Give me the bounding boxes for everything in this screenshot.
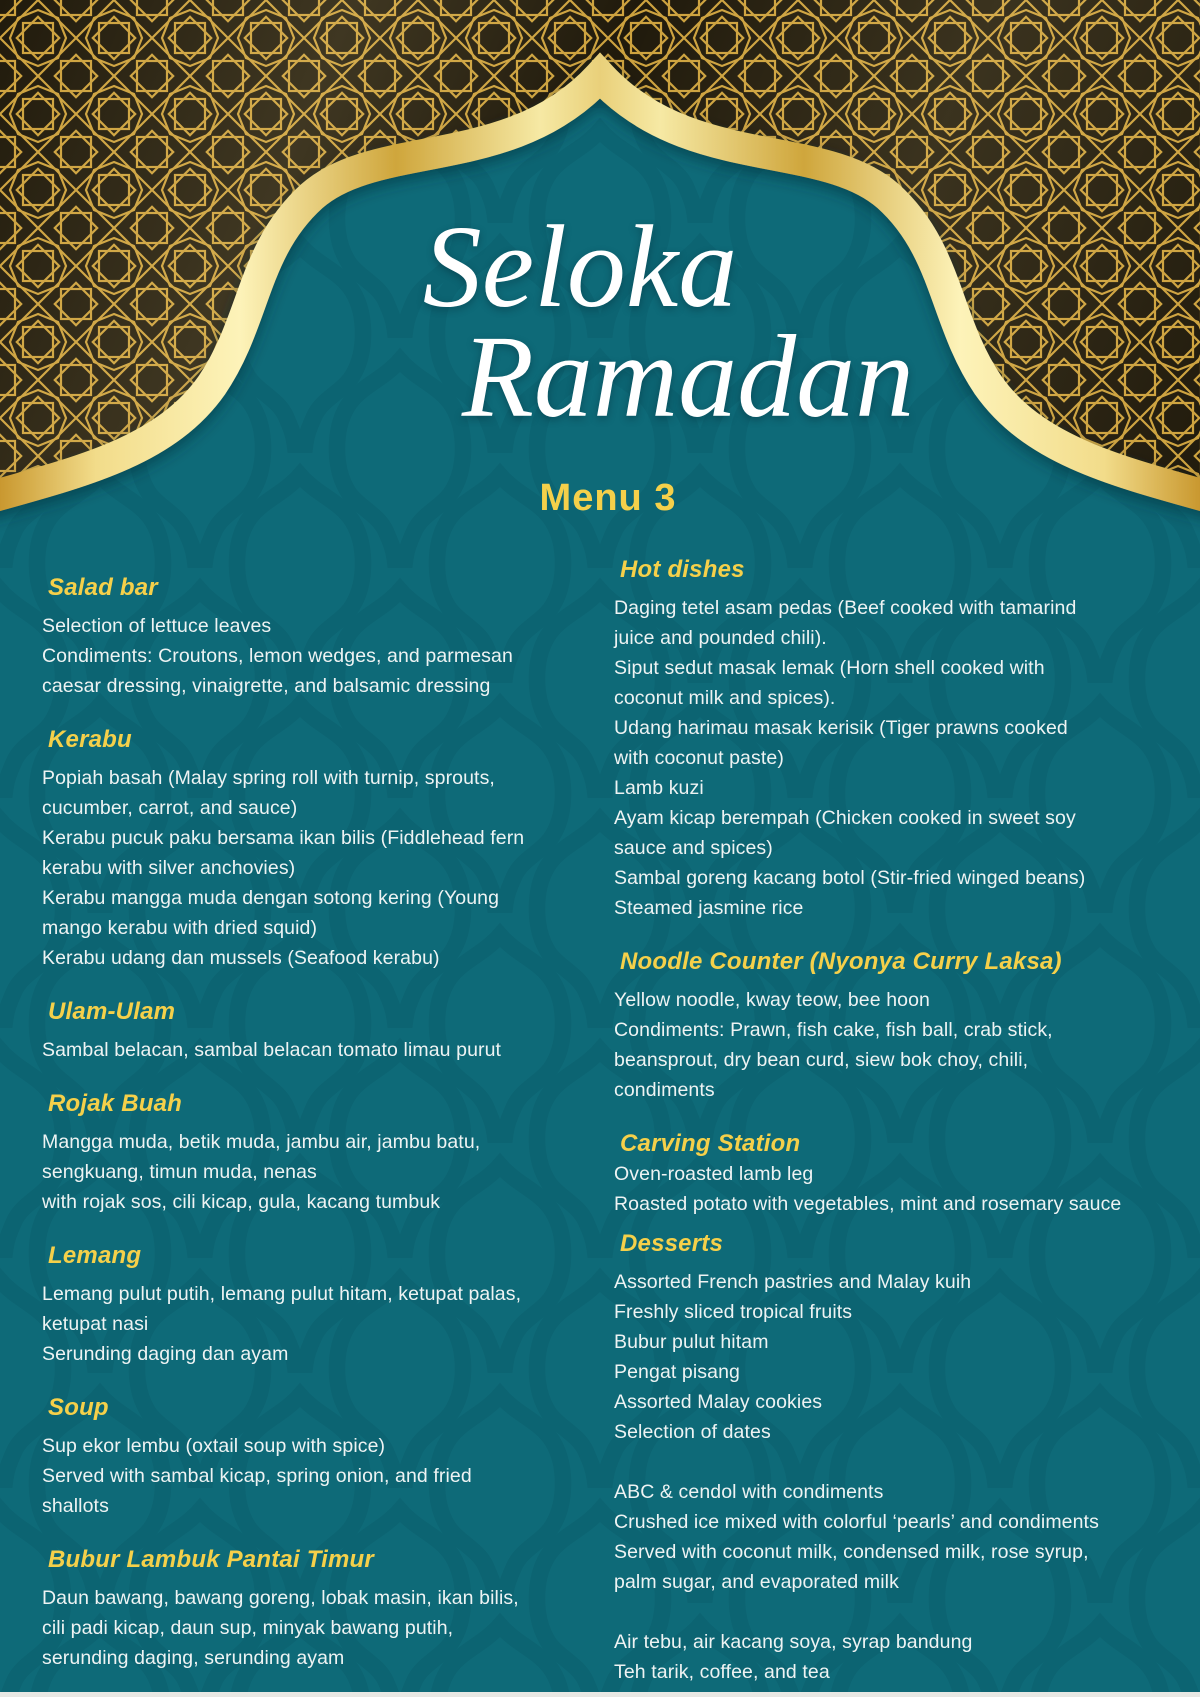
blank-line	[614, 1597, 1189, 1627]
menu-line: Steamed jasmine rice	[614, 897, 804, 919]
menu-section	[42, 1393, 602, 1521]
menu-section	[42, 573, 602, 701]
menu-number-label: Menu 3	[539, 477, 677, 519]
menu-line: Condiments: Prawn, fish cake, fish ball, crab stick,	[614, 1019, 1053, 1041]
menu-column-left	[42, 573, 602, 1697]
menu-line: Yellow noodle, kway teow, bee hoon	[614, 989, 930, 1011]
menu-line: Assorted Malay cookies	[614, 1391, 823, 1413]
menu-line: coconut milk and spices).	[614, 687, 836, 709]
menu-line: Served with sambal kicap, spring onion, and fried	[42, 1465, 472, 1487]
menu-line: Selection of dates	[614, 1421, 771, 1443]
menu-line: Lamb kuzi	[614, 777, 704, 799]
menu-line: Sambal goreng kacang botol (Stir-fried winged beans)	[614, 867, 1086, 889]
menu-line: beansprout, dry bean curd, siew bok choy, chili,	[614, 1049, 1029, 1071]
section-heading: Rojak Buah	[48, 1090, 183, 1117]
page-bottom-edge	[0, 1692, 1200, 1697]
section-heading: Desserts	[620, 1230, 724, 1257]
menu-line: ketupat nasi	[42, 1313, 149, 1335]
menu-line: Popiah basah (Malay spring roll with turnip, sprouts,	[42, 767, 495, 789]
menu-section	[614, 947, 1189, 1105]
section-heading: Hot dishes	[620, 556, 745, 583]
menu-line: Served with coconut milk, condensed milk, rose syrup,	[614, 1541, 1089, 1563]
section-heading: Lemang	[48, 1242, 142, 1269]
menu-line: Bubur pulut hitam	[614, 1331, 769, 1353]
menu-section	[42, 1241, 602, 1369]
menu-line: Daging tetel asam pedas (Beef cooked with tamarind	[614, 597, 1077, 619]
menu-line: with coconut paste)	[614, 747, 784, 769]
menu-section	[614, 1129, 1189, 1219]
menu-line: shallots	[42, 1495, 109, 1517]
menu-line: Serunding daging dan ayam	[42, 1343, 289, 1365]
section-heading: Bubur Lambuk Pantai Timur	[48, 1546, 374, 1573]
menu-line: ABC & cendol with condiments	[614, 1481, 884, 1503]
menu-line: Lemang pulut putih, lemang pulut hitam, ketupat palas,	[42, 1283, 522, 1305]
menu-section	[42, 725, 602, 973]
section-heading: Carving Station	[620, 1130, 801, 1157]
menu-section	[42, 1089, 602, 1217]
menu-line: Oven-roasted lamb leg	[614, 1163, 814, 1185]
menu-section	[614, 555, 1189, 923]
menu-line: cucumber, carrot, and sauce)	[42, 797, 298, 819]
blank-line	[614, 1447, 1189, 1477]
menu-line: Kerabu udang dan mussels (Seafood kerabu)	[42, 947, 440, 969]
menu-line: palm sugar, and evaporated milk	[614, 1571, 899, 1593]
section-heading: Salad bar	[48, 574, 158, 601]
menu-line: Teh tarik, coffee, and tea	[614, 1661, 830, 1683]
page-title-line1: Seloka	[422, 201, 738, 332]
menu-line: Selection of lettuce leaves	[42, 615, 272, 637]
menu-line: condiments	[614, 1079, 715, 1101]
menu-line: Condiments: Croutons, lemon wedges, and parmesan	[42, 645, 513, 667]
section-heading: Kerabu	[48, 726, 132, 753]
menu-line: Ayam kicap berempah (Chicken cooked in sweet soy	[614, 807, 1076, 829]
section-heading: Ulam-Ulam	[48, 998, 176, 1025]
menu-line: Air tebu, air kacang soya, syrap bandung	[614, 1631, 973, 1653]
menu-line: Sup ekor lembu (oxtail soup with spice)	[42, 1435, 386, 1457]
menu-line: Pengat pisang	[614, 1361, 740, 1383]
menu-section	[42, 997, 602, 1065]
page-title-line2: Ramadan	[461, 311, 915, 442]
section-heading: Soup	[48, 1394, 109, 1421]
menu-line: cili padi kicap, daun sup, minyak bawang putih,	[42, 1617, 454, 1639]
section-heading: Noodle Counter (Nyonya Curry Laksa)	[620, 948, 1062, 975]
menu-line: juice and pounded chili).	[614, 627, 827, 649]
menu-line: sauce and spices)	[614, 837, 773, 859]
menu-line: serunding daging, serunding ayam	[42, 1647, 345, 1669]
menu-line: Crushed ice mixed with colorful ‘pearls’ and condiments	[614, 1511, 1099, 1533]
menu-line: Assorted French pastries and Malay kuih	[614, 1271, 972, 1293]
menu-line: Daun bawang, bawang goreng, lobak masin, ikan bilis,	[42, 1587, 519, 1609]
menu-line: caesar dressing, vinaigrette, and balsamic dressing	[42, 675, 491, 697]
menu-section	[42, 1545, 602, 1673]
menu-line: kerabu with silver anchovies)	[42, 857, 296, 879]
menu-line: Roasted potato with vegetables, mint and rosemary sauce	[614, 1193, 1122, 1215]
menu-line: Mangga muda, betik muda, jambu air, jambu batu,	[42, 1131, 481, 1153]
menu-line: Siput sedut masak lemak (Horn shell cooked with	[614, 657, 1045, 679]
menu-line: with rojak sos, cili kicap, gula, kacang tumbuk	[42, 1191, 441, 1213]
menu-line: Kerabu pucuk paku bersama ikan bilis (Fiddlehead fern	[42, 827, 525, 849]
menu-line: sengkuang, timun muda, nenas	[42, 1161, 317, 1183]
menu-line: Freshly sliced tropical fruits	[614, 1301, 853, 1323]
menu-line: Kerabu mangga muda dengan sotong kering (Young	[42, 887, 500, 909]
menu-line: Udang harimau masak kerisik (Tiger prawns cooked	[614, 717, 1068, 739]
menu-section	[614, 1229, 1189, 1687]
menu-line: mango kerabu with dried squid)	[42, 917, 318, 939]
menu-line: Sambal belacan, sambal belacan tomato limau purut	[42, 1039, 502, 1061]
menu-column-right	[614, 555, 1189, 1697]
